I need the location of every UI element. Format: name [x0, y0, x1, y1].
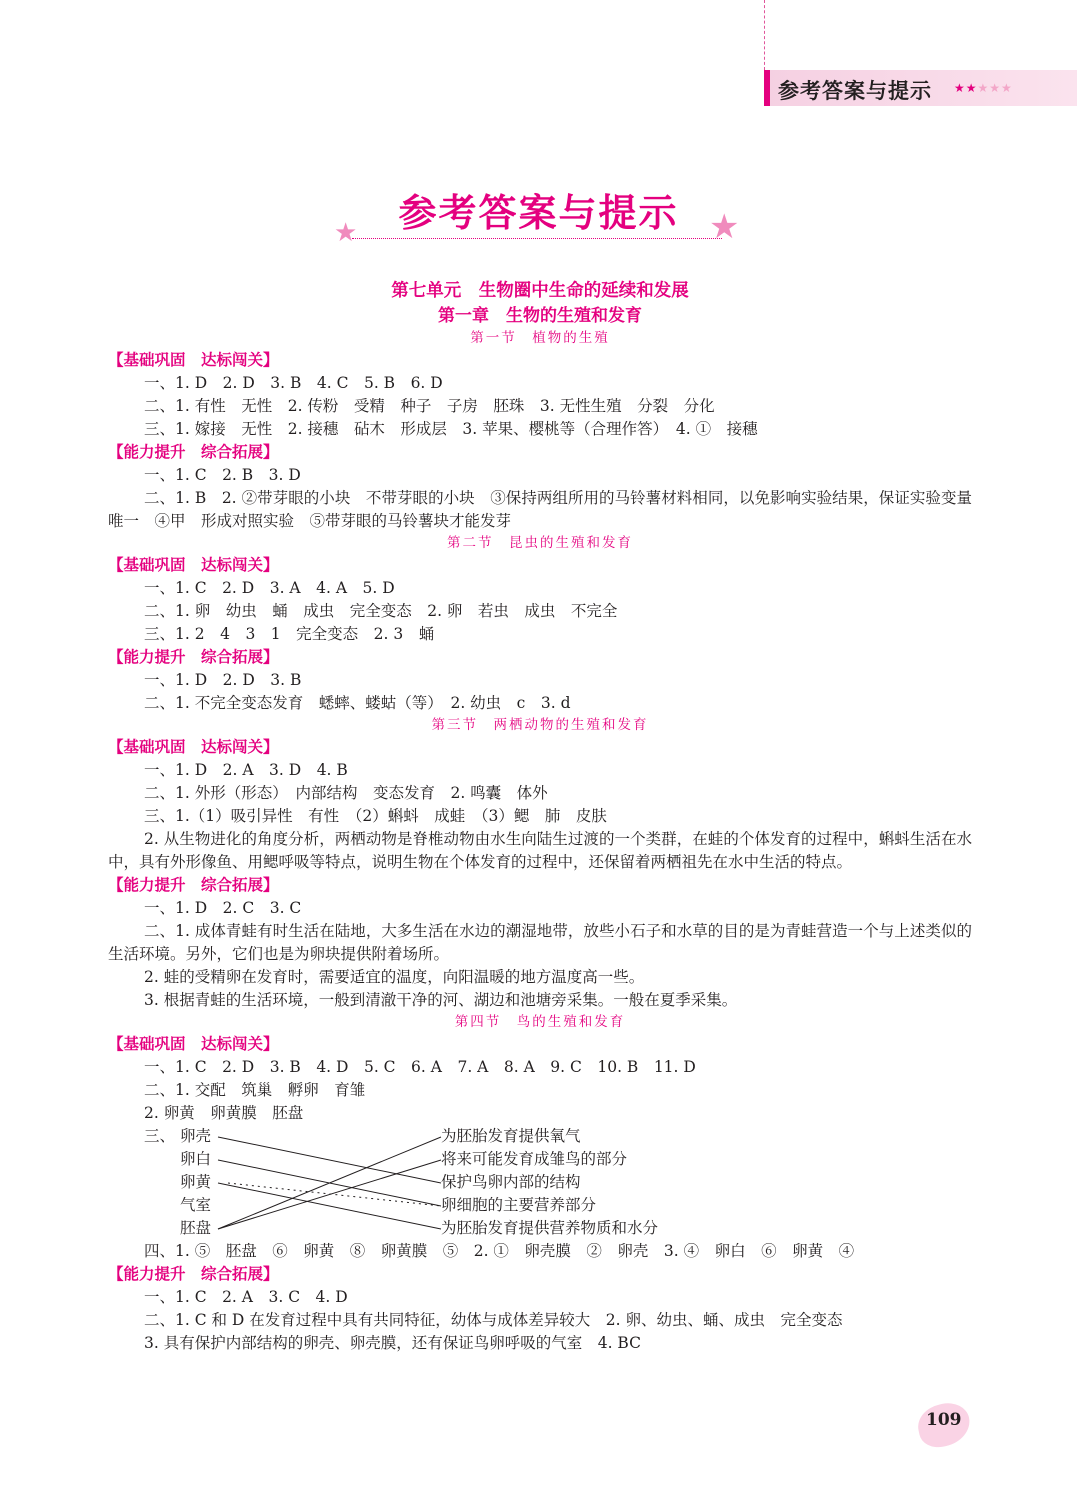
matching-label: 三、	[144, 1127, 176, 1145]
answer-line: 四、1. ⑤ 胚盘 ⑥ 卵黄 ⑧ 卵黄膜 ⑤ 2. ① 卵壳膜 ② 卵壳 3. ④ 卵白 ⑥ 卵黄 ④	[144, 1242, 855, 1260]
star-icon: ★	[709, 207, 740, 247]
answer-line: 一、1. D 2. A 3. D 4. B	[144, 761, 348, 779]
matching-right-item: 为胚胎发育提供氧气	[441, 1127, 581, 1145]
matching-left-item: 卵黄	[180, 1173, 212, 1191]
answer-line: 二、1. 卵 幼虫 蛹 成虫 完全变态 2. 卵 若虫 成虫 不完全	[144, 602, 618, 620]
egg-structure-matching	[108, 1125, 972, 1240]
answer-line: 一、1. D 2. D 3. B 4. C 5. B 6. D	[144, 374, 443, 392]
header-dashed-line	[764, 0, 765, 70]
answer-content	[108, 279, 972, 1355]
matching-left-item: 气室	[180, 1196, 212, 1214]
answer-line: 一、1. D 2. C 3. C	[144, 899, 302, 917]
answer-line: 一、1. C 2. B 3. D	[144, 466, 301, 484]
section-title: 第三节 两栖动物的生殖和发育	[431, 717, 649, 733]
section-title: 第四节 鸟的生殖和发育	[454, 1014, 626, 1030]
header-tab	[764, 70, 1077, 106]
match-line	[218, 1160, 441, 1229]
chapter-title: 第一章 生物的生殖和发育	[438, 306, 642, 326]
star-icon: ★	[334, 218, 358, 248]
match-line-dotted	[228, 1183, 441, 1206]
answer-line: 二、1. C 和 D 在发育过程中具有共同特征，幼体与成体差异较大 2. 卵、幼虫、蛹、成虫 完全变态	[144, 1311, 843, 1329]
answer-line: 2. 蛙的受精卵在发育时，需要适宜的温度，向阳温暖的地方温度高一些。	[144, 968, 645, 986]
match-line	[218, 1137, 441, 1183]
page-number: 109	[926, 1410, 962, 1430]
answer-line: 2. 卵黄 卵黄膜 胚盘	[144, 1104, 304, 1122]
header-accent-bar	[764, 70, 770, 106]
page-title: 参考答案与提示	[398, 191, 679, 235]
answer-line: 三、1. 嫁接 无性 2. 接穗 砧木 形成层 3. 苹果、樱桃等（合理作答） 4. ① 接穗	[144, 420, 758, 438]
answer-line: 一、1. C 2. D 3. B 4. D 5. C 6. A 7. A 8. A 9. C 10. B 11. D	[144, 1058, 696, 1076]
answer-line: 一、1. C 2. D 3. A 4. A 5. D	[144, 579, 395, 597]
part-heading: 【能力提升 综合拓展】	[108, 443, 279, 461]
matching-right-item: 将来可能发育成雏鸟的部分	[441, 1150, 628, 1168]
matching-left-item: 卵壳	[180, 1127, 212, 1145]
matching-left-item: 卵白	[180, 1150, 212, 1168]
match-line	[218, 1183, 441, 1229]
answer-line: 一、1. C 2. A 3. C 4. D	[144, 1288, 348, 1306]
answer-line: 二、1. 有性 无性 2. 传粉 受精 种子 子房 胚珠 3. 无性生殖 分裂 分化	[144, 397, 715, 415]
header-title: 参考答案与提示	[778, 79, 932, 103]
answer-line: 3. 具有保护内部结构的卵壳、卵壳膜，还有保证鸟卵呼吸的气室 4. BC	[144, 1334, 641, 1352]
answer-line: 二、1. 成体青蛙有时生活在陆地，大多生活在水边的潮湿地带，放些小石子和水草的目的是为青蛙营造一个与上述类似的生活环境。另外，它们也是为卵块提供附着场所。	[108, 922, 972, 963]
answer-line: 二、1. B 2. ②带芽眼的小块 不带芽眼的小块 ③保持两组所用的马铃薯材料相同，以免影响实验结果，保证实验变量唯一 ④甲 形成对照实验 ⑤带芽眼的马铃薯块才能发芽	[108, 489, 972, 530]
answer-line: 二、1. 交配 筑巢 孵卵 育雏	[144, 1081, 366, 1099]
part-heading: 【能力提升 综合拓展】	[108, 876, 279, 894]
answer-line: 三、1. 2 4 3 1 完全变态 2. 3 蛹	[144, 625, 435, 643]
part-heading: 【基础巩固 达标闯关】	[108, 738, 279, 756]
part-heading: 【基础巩固 达标闯关】	[108, 1035, 279, 1053]
answer-line: 3. 根据青蛙的生活环境，一般到清澈干净的河、湖边和池塘旁采集。一般在夏季采集。	[144, 991, 738, 1009]
match-line	[218, 1137, 441, 1229]
matching-left-item: 胚盘	[180, 1219, 212, 1237]
matching-right-item: 为胚胎发育提供营养物质和水分	[441, 1219, 659, 1237]
answer-line: 二、1. 外形（形态） 内部结构 变态发育 2. 鸣囊 体外	[144, 784, 548, 802]
answer-line: 2. 从生物进化的角度分析，两栖动物是脊椎动物由水生向陆生过渡的一个类群，在蛙的个体发育的过程中，蝌蚪生活在水中，具有外形像鱼、用鳃呼吸等特点，说明生物在个体发育的过程中，还保留着两栖祖先在水中生活的特点。	[108, 830, 972, 871]
matching-right-item: 卵细胞的主要营养部分	[441, 1196, 597, 1214]
part-heading: 【基础巩固 达标闯关】	[108, 351, 279, 369]
title-underline	[352, 238, 722, 239]
answer-line: 一、1. D 2. D 3. B	[144, 671, 302, 689]
page-number-badge	[918, 1400, 974, 1450]
header-stars: ★★★★★	[954, 81, 1013, 95]
unit-title: 第七单元 生物圈中生命的延续和发展	[391, 281, 689, 301]
part-heading: 【基础巩固 达标闯关】	[108, 556, 279, 574]
answer-line: 二、1. 不完全变态发育 蟋蟀、蝼蛄（等） 2. 幼虫 c 3. d	[144, 694, 571, 712]
matching-right-item: 保护鸟卵内部的结构	[441, 1173, 581, 1191]
section-title: 第一节 植物的生殖	[470, 330, 610, 346]
matching-lines	[108, 1125, 508, 1240]
section-title: 第二节 昆虫的生殖和发育	[447, 535, 633, 551]
part-heading: 【能力提升 综合拓展】	[108, 648, 279, 666]
answer-line: 三、1.（1）吸引异性 有性 （2）蝌蚪 成蛙 （3）鳃 肺 皮肤	[144, 807, 607, 825]
part-heading: 【能力提升 综合拓展】	[108, 1265, 279, 1283]
